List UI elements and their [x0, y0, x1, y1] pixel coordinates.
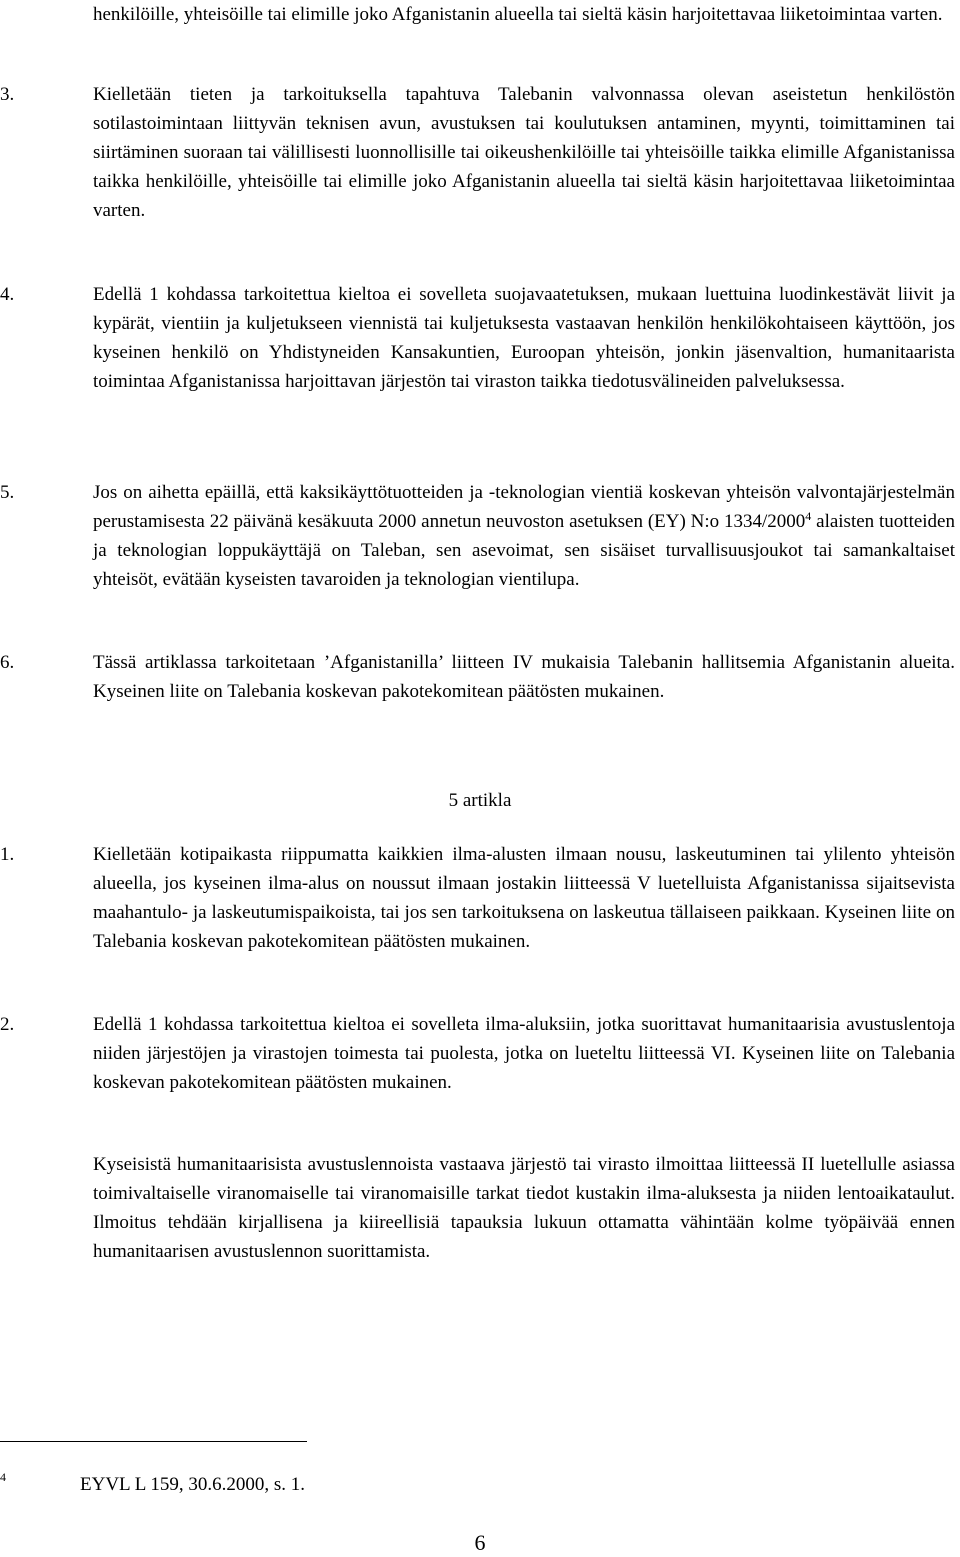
item-text: Kielletään tieten ja tarkoituksella tapahtuva Talebanin valvonnassa olevan aseistetun henkilöstön sotilastoimintaan liittyvän teknisen avun, avustuksen tai koulutuksen antaminen, myynti, toimittaminen tai siirtäminen suoraan tai välillisesti luonnollisille tai oikeushenkilöille tai yhteisöille taikka elimille Afganistanissa taikka henkilöille, yhteisöille tai elimille joko Afganistanin alueella tai sieltä käsin harjoitettavaa liiketoimintaa varten. [93, 84, 955, 221]
item-number: 2. [0, 1014, 15, 1035]
item-number: 1. [0, 844, 15, 865]
item-number: 6. [0, 652, 15, 673]
item-number: 3. [0, 84, 15, 105]
footnote-reference: 4 [805, 509, 812, 523]
item-text-before: Jos on aihetta epäillä, että kaksikäyttötuotteiden ja -teknologian vientiä koskevan yhteisön valvontajärjestelmän perustamisesta 22 päivänä kesäkuuta 2000 annetun neuvoston asetuksen (EY) N:o 1334/2000 [93, 482, 955, 532]
item-text: Tässä artiklassa tarkoitetaan ’Afganistanilla’ liitteen IV mukaisia Talebanin hallitsemia Afganistanin alueita. Kyseinen liite on Talebania koskevan pakotekomitean päätösten mukainen. [93, 652, 955, 702]
item-text [93, 478, 955, 594]
item-number: 5. [0, 482, 15, 503]
footnote-separator [0, 1441, 307, 1442]
item-text: Edellä 1 kohdassa tarkoitettua kieltoa ei sovelleta suojavaatetuksen, mukaan luettuina luodinkestävät liivit ja kypärät, vientiin ja kuljetukseen viennistä tai kuljetuksesta vastaavan henkilön henkilökohtaiseen käyttöön, jos kyseinen henkilö on Yhdistyneiden Kansakuntien, Euroopan yhteisön, jonkin jäsenvaltion, humanitaarista toimintaa Afganistanissa harjoittavan järjestön tai viraston taikka tiedotusvälineiden palveluksessa. [93, 284, 955, 392]
footnote-mark: 4 [0, 1470, 6, 1484]
item-number: 4. [0, 284, 15, 305]
continuation-paragraph: henkilöille, yhteisöille tai elimille joko Afganistanin alueella tai sieltä käsin harjoitettavaa liiketoimintaa varten. [93, 4, 943, 25]
closing-paragraph: Kyseisistä humanitaarisista avustuslennoista vastaava järjestö tai virasto ilmoittaa liitteessä II luetellulle asiassa toimivaltaiselle viranomaiselle tai viranomaisille tarkat tiedot kustakin ilma-aluksesta ja niiden lentoaikataulut. Ilmoitus tehdään kirjallisena ja kiireellisiä tapauksia lukuun ottamatta vähintään kolme työpäivää ennen humanitaarisen avustuslennon suorittamista. [93, 1154, 955, 1262]
article-heading: 5 artikla [448, 790, 512, 811]
item-text-after: alaisten tuotteiden ja teknologian loppukäyttäjä on Taleban, sen asevoimat, sen sisäiset turvallisuusjoukot tai samankaltaiset yhteisöt, evätään kyseisten tavaroiden ja teknologian vientilupa. [93, 511, 955, 590]
page-number: 6 [474, 1530, 486, 1555]
item-text: Kielletään kotipaikasta riippumatta kaikkien ilma-alusten ilmaan nousu, laskeutuminen tai ylilento yhteisön alueella, jos kyseinen ilma-alus on noussut ilmaan jostakin liitteessä V luetelluista Afganistanissa sijaitsevista maahantulo- ja laskeutumispaikoista, tai jos sen tarkoituksena on laskeutua tällaiseen paikkaan. Kyseinen liite on Talebania koskevan pakotekomitean päätösten mukainen. [93, 844, 955, 952]
item-text: Edellä 1 kohdassa tarkoitettua kieltoa ei sovelleta ilma-aluksiin, jotka suorittavat humanitaarisia avustuslentoja niiden järjestöjen ja virastojen toimesta tai puolesta, jotka on lueteltu liitteessä VI. Kyseinen liite on Talebania koskevan pakotekomitean päätösten mukainen. [93, 1014, 955, 1093]
footnote-text: EYVL L 159, 30.6.2000, s. 1. [80, 1474, 305, 1495]
